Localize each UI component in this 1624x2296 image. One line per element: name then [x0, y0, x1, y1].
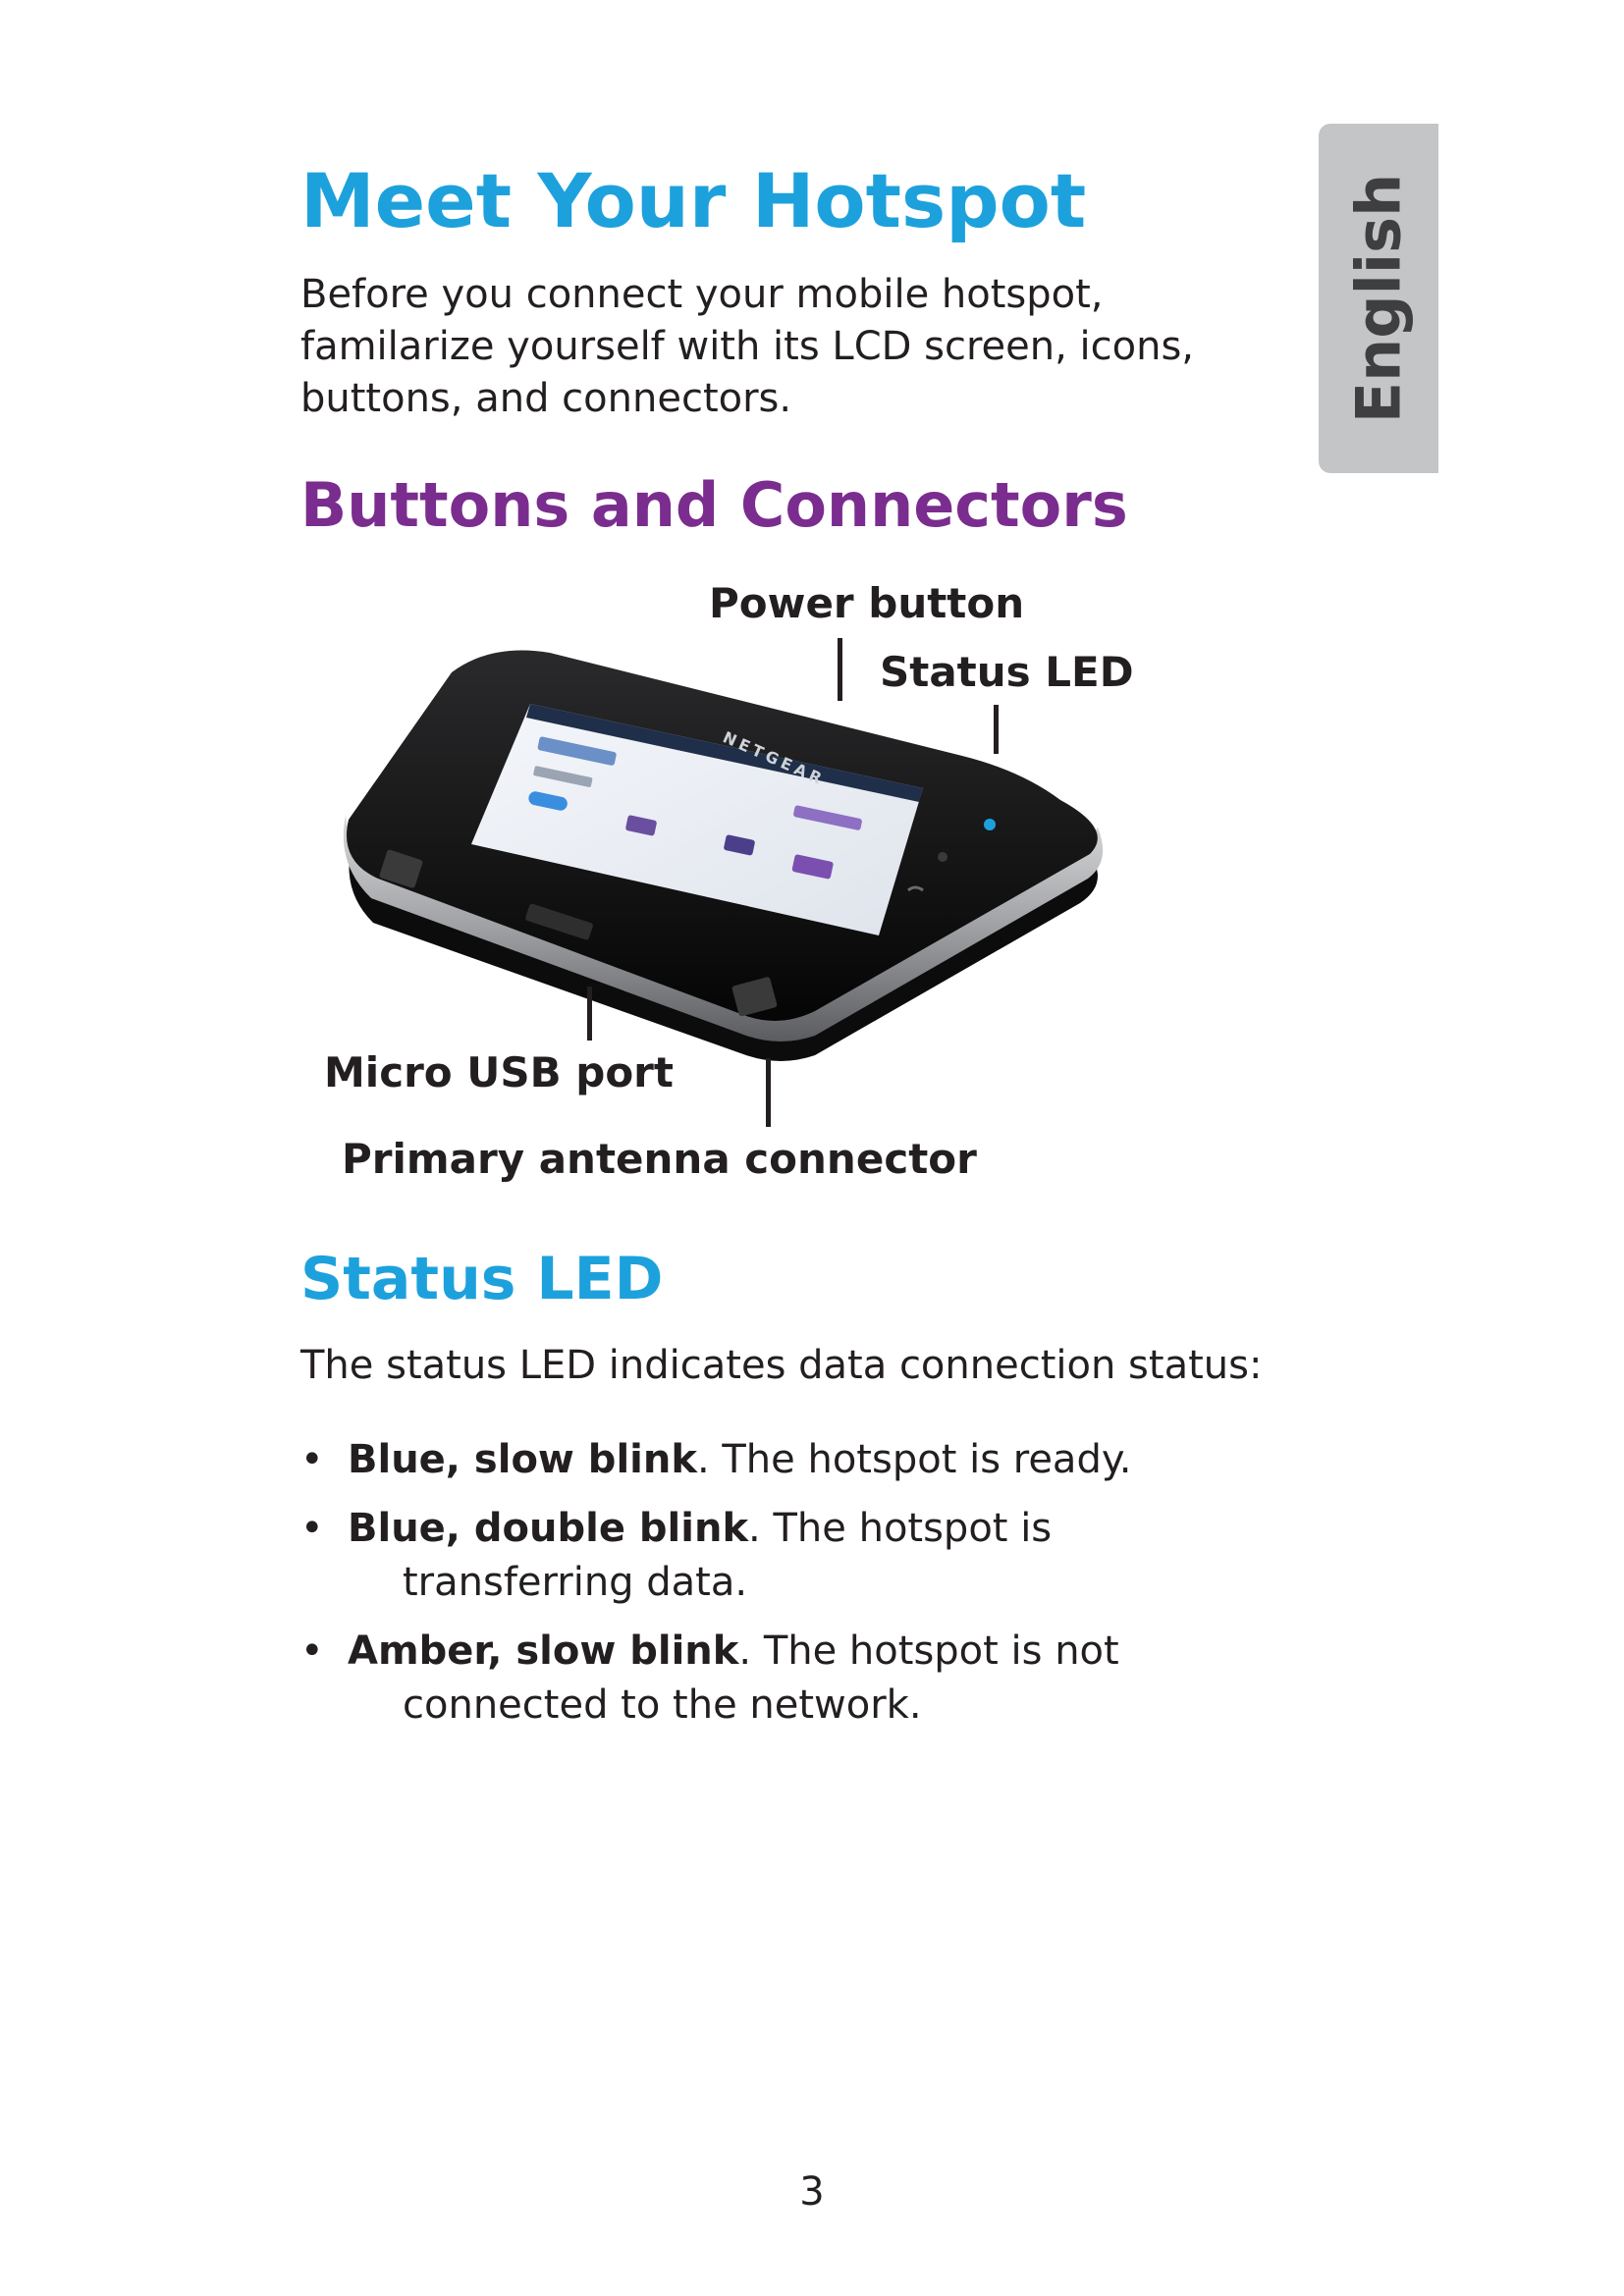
status-led-dot [984, 819, 996, 830]
led-desc: . The hotspot is transferring data. [403, 1506, 1053, 1605]
micro-usb-callout: Micro USB port [324, 1048, 674, 1096]
page-number: 3 [799, 2169, 825, 2215]
led-term: Amber, slow blink [348, 1629, 739, 1674]
list-item [300, 1625, 1292, 1733]
status-led-intro: The status LED indicates data connection status: [300, 1343, 1263, 1388]
brand-logo: NETGEAR [720, 727, 829, 790]
bullet: • [300, 1437, 324, 1482]
status-led-callout: Status LED [880, 648, 1134, 696]
bullet: • [300, 1506, 324, 1551]
bullet: • [300, 1629, 324, 1674]
status-led-heading: Status LED [300, 1245, 664, 1313]
language-tab [1319, 124, 1438, 473]
list-item [300, 1433, 1292, 1487]
buttons-connectors-heading: Buttons and Connectors [300, 469, 1128, 541]
antenna-leader [766, 1058, 771, 1127]
page-title: Meet Your Hotspot [300, 157, 1087, 244]
status-led-list [300, 1433, 1292, 1747]
led-term: Blue, double blink [348, 1506, 749, 1551]
led-term: Blue, slow blink [348, 1437, 697, 1482]
language-tab-label: English [1342, 173, 1415, 424]
list-item [300, 1502, 1292, 1610]
power-button[interactable] [938, 852, 947, 862]
micro-usb-leader [587, 987, 592, 1041]
led-desc: . The hotspot is ready. [696, 1437, 1132, 1482]
intro-paragraph: Before you connect your mobile hotspot, familarize yourself with its LCD screen, icons, buttons, and connectors. [300, 272, 1195, 421]
led-desc: . The hotspot is not connected to the network. [403, 1629, 1119, 1728]
antenna-callout: Primary antenna connector [342, 1135, 977, 1183]
hotspot-device-illustration [334, 643, 1119, 1065]
power-button-callout: Power button [709, 579, 1025, 627]
